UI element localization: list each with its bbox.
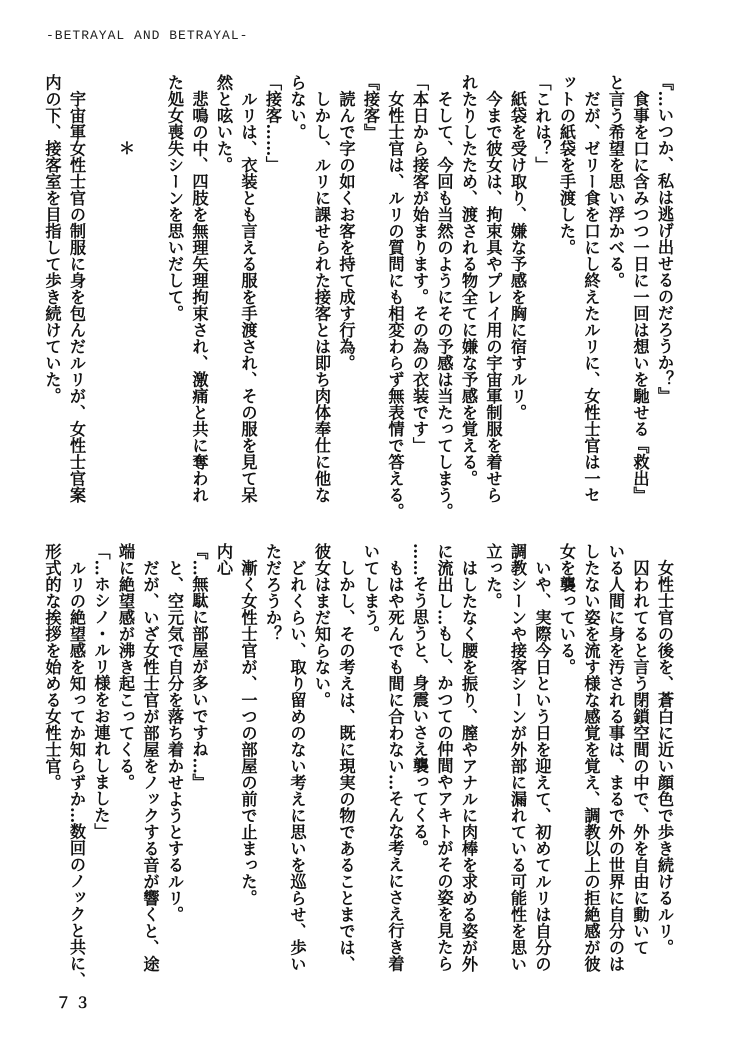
text-line: 「接客……」 (263, 74, 282, 173)
text-line: ルリの絶望感を知ってか知らずか…数回のノックと共に、 (67, 543, 86, 989)
text-line: 悲鳴の中、四肢を無理矢理拘束され、激痛と共に奪われ (189, 74, 209, 503)
text-line: ＊ (116, 74, 135, 157)
text-line: 女を襲っている。 (557, 543, 576, 675)
text-line: ただろうか？ (263, 543, 282, 642)
text-line: 「…ホシノ・ルリ様をお連れしました」 (91, 543, 111, 840)
text-line: 内の下、接客室を目指して歩き続けていた。 (42, 74, 62, 404)
text-line: 彼女はまだ知らない。 (312, 543, 331, 708)
text-line: 宇宙軍女性士官の制服に身を包んだルリが、女性士官案 (67, 74, 86, 503)
page-number: ７３ (56, 996, 95, 1012)
text-line: 「本日から接客が始まります。その為の衣装です」 (410, 74, 429, 454)
text-line: 漸く女性士官が、一つの部屋の前で止まった。 (238, 543, 258, 906)
text-line: もはや死んでも間に合わない…そんな考えにさえ行き着 (385, 543, 405, 972)
text-line: いる人間に身を汚される事は、まるで外の世界に自分のは (606, 543, 625, 972)
text-line: 立った。 (483, 543, 503, 609)
text-line: と言う希望を思い浮かべる。 (606, 74, 625, 289)
text-line: れたりしたため、渡される物全てに嫌な予感を覚える。 (459, 74, 478, 487)
text-line: と、空元気で自分を落ち着かせようとするルリ。 (165, 543, 184, 923)
text-line: 然と呟いた。 (214, 74, 233, 173)
text-line: 調教シーンや接客シーンが外部に漏れている可能性を思い (508, 543, 527, 972)
text-line: しかし、ルリに課せられた接客とは即ち肉体奉仕に他な (312, 74, 331, 503)
text-line: いてしまう。 (361, 543, 380, 642)
text-line: 女性士官は、ルリの質問にも相変わらず無表情で答える。 (385, 74, 405, 520)
text-line: 「これは？」 (532, 74, 552, 173)
text-line: 食事を口に含みつつ一日に一回は想いを馳せる『救出』 (630, 74, 650, 503)
lower-text-block (42, 543, 676, 989)
text-line: 端に絶望感が沸き起こってくる。 (116, 543, 135, 791)
text-line: ルリは、衣装とも言える服を手渡され、その服を見て呆 (238, 74, 258, 503)
text-line: 紙袋を受け取り、嫌な予感を胸に宿すルリ。 (508, 74, 527, 421)
text-line: 『…いつか、私は逃げ出せるのだろうか？』 (655, 74, 674, 404)
running-header: -BETRAYAL AND BETRAYAL- (46, 28, 249, 43)
text-line: た処女喪失シーンを思いだして。 (165, 74, 184, 322)
text-line: 形式的な挨拶を始める女性士官。 (42, 543, 62, 791)
text-line: 囚われてると言う閉鎖空間の中で、外を自由に動いて (630, 543, 650, 956)
text-line: そして、今回も当然のようにその予感は当たってしまう。 (434, 74, 454, 520)
text-line: らない。 (287, 74, 307, 140)
text-line: だが、いざ女性士官が部屋をノックする音が響くと、途 (140, 543, 160, 972)
text-line: ……そう思うと、身震いさえ襲ってくる。 (410, 543, 429, 857)
upper-text-block (42, 74, 676, 520)
text-line: しかし、その考えは、既に現実の物であることまでは、 (336, 543, 356, 972)
text-line: 『接客』 (361, 74, 380, 140)
text-line: だが、ゼリー食を口にし終えたルリに、女性士官は一セ (581, 74, 601, 503)
text-line (137, 74, 162, 514)
text-line: はしたなく腰を振り、膣やアナルに肉棒を求める姿が外 (459, 543, 478, 972)
text-line: 女性士官の後を、蒼白に近い顔色で歩き続けるルリ。 (655, 543, 674, 956)
text-line: いや、実際今日という日を迎えて、初めてルリは自分の (532, 543, 552, 972)
text-line: 読んで字の如くお客を持て成す行為。 (336, 74, 356, 371)
text-line: に流出し…もし、かつての仲間やアキトがその姿を見たら (434, 543, 454, 972)
text-line: ットの紙袋を手渡した。 (557, 74, 576, 256)
text-line: どれくらい、取り留めのない考えに思いを巡らせ、歩い (287, 543, 307, 972)
text-line: 『…無駄に部屋が多いですね…』 (189, 543, 209, 791)
text-line: 今まで彼女は、拘束具やプレイ用の宇宙軍制服を着せら (483, 74, 503, 503)
text-line (88, 74, 113, 514)
text-line: したない姿を流す様な感覚を覚え、調教以上の拒絶感が彼 (581, 543, 601, 972)
text-line: 内心 (214, 543, 233, 576)
